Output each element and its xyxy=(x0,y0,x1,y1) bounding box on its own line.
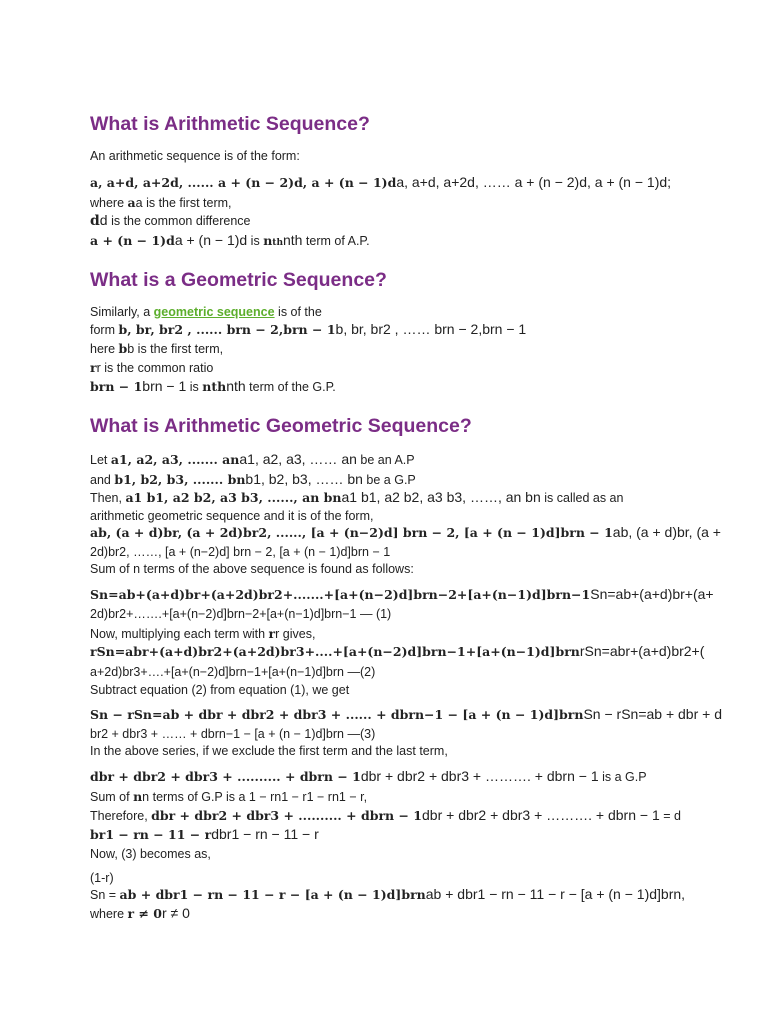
gp-form-plain: b, br, br2 , …… brn − 2,brn − 1 xyxy=(335,321,527,337)
ap-is: is xyxy=(247,234,264,248)
agp-math-bold: dbr + dbr2 + dbr3 + .......... + dbrn − 1 xyxy=(90,769,361,784)
agp-line xyxy=(90,870,114,886)
gp-similar-suffix: is of the xyxy=(274,305,322,319)
gp-nth-bold: brn − 1 xyxy=(90,379,143,394)
ap-a-plain: a xyxy=(135,196,143,210)
agp-math-bold: ab + dbr1 − rn − 11 − r − [a + (n − 1)d]brn xyxy=(119,887,426,902)
agp-tail: —(3) xyxy=(343,727,376,741)
ap-d-bold: d xyxy=(90,213,100,229)
gp-r-desc: is the common ratio xyxy=(100,361,214,375)
agp-line xyxy=(90,606,391,622)
agp-line xyxy=(90,561,414,577)
gp-similar-prefix: Similarly, a xyxy=(90,305,154,319)
ap-d-desc: is the common difference xyxy=(107,214,251,228)
agp-line xyxy=(90,472,416,488)
agp-line xyxy=(90,769,647,785)
agp-text: In the above series, if we exclude the first term and the last term, xyxy=(90,744,448,758)
gp-b-desc: is the first term, xyxy=(134,342,224,356)
gp-here: here xyxy=(90,342,119,356)
agp-math-bold: r ≠ 0 xyxy=(127,906,162,921)
agp-math-bold: ab, (a + d)br, (a + 2d)br2, ......, [a + (n−2)d] brn − 2, [a + (n − 1)d]brn − 1 xyxy=(90,525,613,540)
agp-line xyxy=(90,906,190,922)
agp-tail: is a G.P xyxy=(598,770,647,784)
agp-line xyxy=(90,664,375,680)
agp-text: Therefore, xyxy=(90,809,152,823)
agp-math-plain: r ≠ 0 xyxy=(162,905,190,921)
gp-r-bold: r xyxy=(90,360,97,375)
agp-line xyxy=(90,789,367,805)
agp-math-bold: br1 − rn − 11 − r xyxy=(90,827,212,842)
gp-nth-plain: brn − 1 xyxy=(142,378,187,394)
agp-line xyxy=(90,626,315,642)
ap-common-difference xyxy=(90,213,251,229)
agp-math-plain: rSn=abr+(a+d)br2+( xyxy=(579,643,705,659)
agp-math-bold: r xyxy=(268,626,276,641)
ap-nth-bold: a + (n − 1)d xyxy=(90,233,175,248)
agp-math-plain: ab, (a + d)br, (a + xyxy=(612,524,721,540)
ap-first-term xyxy=(90,195,232,211)
agp-math-plain: Sn=ab+(a+d)br+(a+ xyxy=(590,586,714,602)
agp-math-plain: b1, b2, b3, …… bn xyxy=(245,471,363,487)
agp-tail: be an A.P xyxy=(356,453,415,467)
agp-text: br2 + dbr3 + …… + dbrn−1 − [a + (n − 1)d]brn xyxy=(90,727,344,741)
agp-math-bold: b1, b2, b3, ....... bn xyxy=(114,472,246,487)
heading-arithmetic-geometric-sequence: What is Arithmetic Geometric Sequence? xyxy=(90,415,472,437)
ap-nth-term xyxy=(90,233,370,251)
agp-math-bold: a1, a2, a3, ....... an xyxy=(110,452,240,467)
agp-math-plain: r xyxy=(275,627,280,641)
agp-math-bold: a1 b1, a2 b2, a3 b3, ......, an bn xyxy=(125,490,342,505)
agp-text: 2d)br2+…….+[a+(n−2)d]brn−2+[a+(n−1)d]brn−1 xyxy=(90,607,357,621)
agp-tail: is called as an xyxy=(540,491,624,505)
agp-line xyxy=(90,846,211,862)
agp-math-plain: a1 b1, a2 b2, a3 b3, ……, an bn xyxy=(341,489,541,505)
ap-intro: An arithmetic sequence is of the form: xyxy=(90,149,300,163)
agp-line xyxy=(90,682,349,698)
gp-form-bold: b, br, br2 , ...... brn − 2,brn − 1 xyxy=(118,322,336,337)
heading-geometric-sequence: What is a Geometric Sequence? xyxy=(90,269,387,291)
agp-math-plain: dbr1 − rn − 11 − r xyxy=(211,826,319,842)
agp-math-plain: n xyxy=(142,790,150,804)
agp-line xyxy=(90,887,685,903)
ap-form-bold: a, a+d, a+2d, ...... a + (n − 2)d, a + (n − 1)d xyxy=(90,175,397,190)
ap-th-sub: th xyxy=(272,238,283,248)
agp-text: 2d)br2, ……, [a + (n−2)d] brn − 2, [a + (n − 1)d]brn − 1 xyxy=(90,545,391,559)
ap-nth-tail: term of A.P. xyxy=(302,234,370,248)
ap-a-bold: a xyxy=(127,195,136,210)
gp-form xyxy=(90,322,526,338)
ap-where: where xyxy=(90,196,128,210)
agp-text: Now, multiplying each term with xyxy=(90,627,269,641)
agp-text: Sn = xyxy=(90,888,120,902)
agp-tail: be a G.P xyxy=(362,473,416,487)
agp-line xyxy=(90,808,681,824)
heading-arithmetic-sequence: What is Arithmetic Sequence? xyxy=(90,113,370,135)
gp-is: is xyxy=(186,380,203,394)
gp-r-plain: r xyxy=(96,361,101,375)
agp-line xyxy=(90,827,319,843)
agp-line xyxy=(90,452,415,468)
agp-math-bold: dbr + dbr2 + dbr3 + .......... + dbrn − 1 xyxy=(151,808,422,823)
agp-tail: —(2) xyxy=(344,665,376,679)
agp-math-bold: n xyxy=(133,789,143,804)
gp-form-prefix: form xyxy=(90,323,119,337)
ap-a-desc: is the first term, xyxy=(142,196,232,210)
ap-form xyxy=(90,175,671,190)
agp-text: Let xyxy=(90,453,111,467)
ap-n-bold: n xyxy=(263,233,273,248)
agp-line xyxy=(90,707,722,723)
gp-nth-word: nth xyxy=(226,378,246,394)
agp-text: a+2d)br3+….+[a+(n−2)d]brn−1+[a+(n−1)d]brn xyxy=(90,665,344,679)
agp-text: Then, xyxy=(90,491,126,505)
agp-line xyxy=(90,525,721,541)
agp-math-plain: dbr + dbr2 + dbr3 + ………. + dbrn − 1 xyxy=(422,807,660,823)
agp-line xyxy=(90,508,373,524)
agp-line xyxy=(90,644,704,660)
agp-tail: = d xyxy=(659,809,681,823)
agp-tail: terms of G.P is a 1 − rn1 − r1 − rn1 − r, xyxy=(149,790,368,804)
agp-line xyxy=(90,490,623,506)
agp-math-plain: Sn − rSn=ab + dbr + d xyxy=(583,706,722,722)
agp-math-plain: dbr + dbr2 + dbr3 + ………. + dbrn − 1 xyxy=(360,768,599,784)
ap-nth-plain: a + (n − 1)d xyxy=(174,232,248,248)
gp-nth-tail: term of the G.P. xyxy=(245,380,336,394)
agp-text: where xyxy=(90,907,128,921)
ap-d-plain: d xyxy=(99,212,108,228)
agp-tail: gives, xyxy=(279,627,316,641)
gp-nth-term xyxy=(90,379,336,395)
ap-form-plain: a, a+d, a+2d, …… a + (n − 2)d, a + (n − 1)d; xyxy=(396,174,672,190)
agp-text: and xyxy=(90,473,115,487)
agp-text: arithmetic geometric sequence and it is of the form, xyxy=(90,509,374,523)
ap-nth-word: nth xyxy=(282,232,303,248)
gp-b-bold: b xyxy=(118,341,128,356)
agp-math-bold: rSn=abr+(a+d)br2+(a+2d)br3+....+[a+(n−2)d]brn−1+[a+(n−1)d]brn xyxy=(90,644,580,659)
gp-first-term xyxy=(90,341,223,357)
gp-nth-bold2: nth xyxy=(202,379,227,394)
agp-text: (1-r) xyxy=(90,871,114,885)
agp-math-bold: Sn − rSn=ab + dbr + dbr2 + dbr3 + ...... + dbrn−1 − [a + (n − 1)d]brn xyxy=(90,707,584,722)
agp-line xyxy=(90,726,375,742)
agp-text: Sum of n terms of the above sequence is found as follows: xyxy=(90,562,414,576)
agp-text: Sum of xyxy=(90,790,134,804)
geometric-sequence-link[interactable]: geometric sequence xyxy=(153,305,275,319)
agp-math-plain: a1, a2, a3, …… an xyxy=(239,451,357,467)
gp-b-plain: b xyxy=(127,342,135,356)
gp-common-ratio xyxy=(90,360,213,376)
agp-tail: — (1) xyxy=(356,607,392,621)
agp-text: Subtract equation (2) from equation (1), we get xyxy=(90,683,350,697)
agp-line xyxy=(90,743,448,759)
agp-math-plain: ab + dbr1 − rn − 11 − r − [a + (n − 1)d]brn, xyxy=(425,886,686,902)
agp-math-bold: Sn=ab+(a+d)br+(a+2d)br2+.......+[a+(n−2)d]brn−2+[a+(n−1)d]brn−1 xyxy=(90,587,591,602)
agp-text: Now, (3) becomes as, xyxy=(90,847,211,861)
agp-line xyxy=(90,587,714,603)
gp-similarly xyxy=(90,305,322,320)
agp-line xyxy=(90,544,390,560)
